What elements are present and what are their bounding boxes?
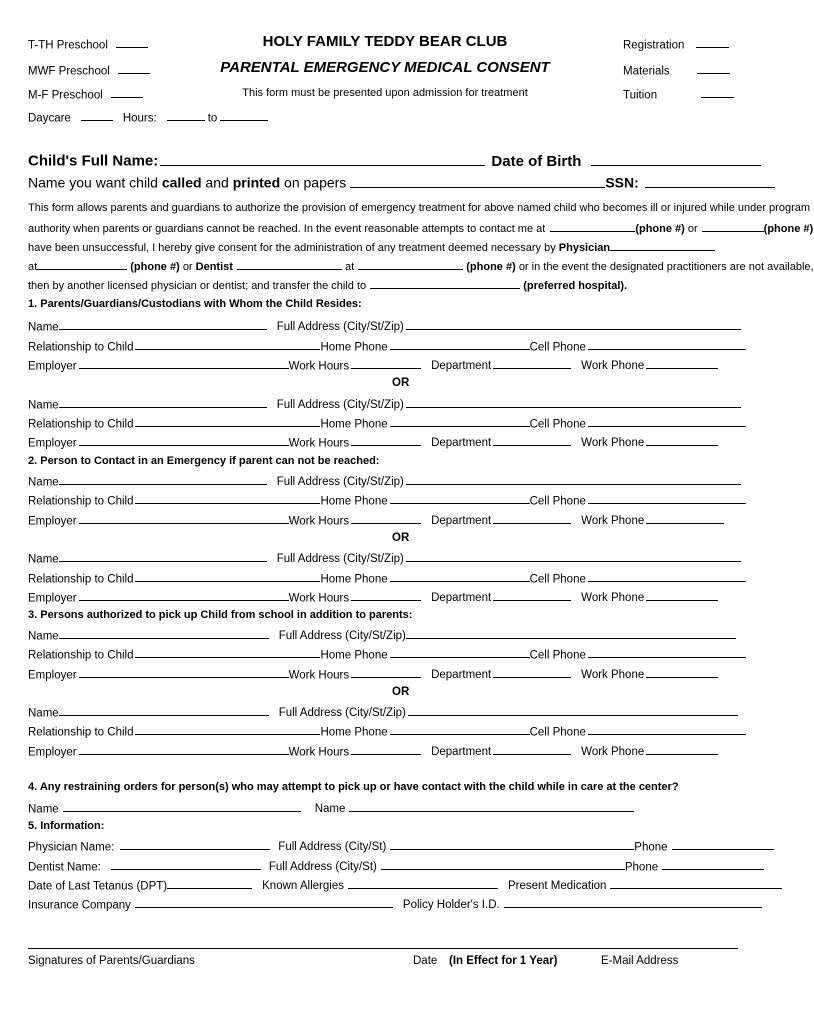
s2a-cell-phone-blank[interactable] [588, 493, 746, 504]
child-name-row: Child's Full Name: Date of Birth [28, 151, 761, 170]
medication-blank[interactable] [610, 878, 782, 889]
medical-info-row: Date of Last Tetanus (DPT) Known Allergies Present Medication [28, 878, 782, 892]
physician-blank[interactable] [610, 240, 715, 251]
email-label: E-Mail Address [601, 955, 679, 967]
effect-label: (In Effect for 1 Year) [449, 955, 558, 967]
contact-phone-1-blank[interactable] [550, 221, 635, 232]
s2a-department-blank[interactable] [493, 513, 571, 524]
s2b-relationship-row: Relationship to Child Home Phone Cell Phone [28, 571, 746, 585]
s1b-department-blank[interactable] [493, 435, 571, 446]
materials-blank[interactable] [697, 63, 730, 74]
s4-name-1-blank[interactable] [63, 801, 301, 812]
s4-name-2-blank[interactable] [349, 801, 634, 812]
s1a-department-blank[interactable] [493, 358, 571, 369]
hours-to-blank[interactable] [220, 110, 268, 121]
or-divider-3: OR [392, 686, 410, 698]
s2a-employer-blank[interactable] [79, 513, 289, 524]
s2a-work-phone-blank[interactable] [646, 513, 724, 524]
s1b-employer-blank[interactable] [79, 435, 289, 446]
contact-phone-2-blank[interactable] [702, 221, 764, 232]
s3b-employer-row: Employer Work Hours Department Work Phone [28, 744, 718, 758]
consent-line-3: have been unsuccessful, I hereby give consent for the administration of any treatment deemed necessary by Physician [28, 240, 715, 254]
signature-line[interactable] [28, 948, 738, 949]
mwf-preschool-field: MWF Preschool [28, 63, 150, 77]
s1a-work-hours-blank[interactable] [351, 358, 421, 369]
policy-id-blank[interactable] [504, 897, 762, 908]
dentist-phone-blank[interactable] [358, 259, 463, 270]
s2a-name-blank[interactable] [59, 474, 267, 485]
s3b-name-blank[interactable] [59, 705, 269, 716]
tuition-field: Tuition [623, 87, 734, 101]
mf-preschool-field: M-F Preschool [28, 87, 143, 101]
materials-field: Materials [623, 63, 730, 77]
s2b-employer-blank[interactable] [79, 590, 289, 601]
registration-field: Registration [623, 37, 729, 51]
hospital-blank[interactable] [370, 278, 520, 289]
s1b-address-blank[interactable] [406, 397, 741, 408]
s3a-name-blank[interactable] [59, 628, 269, 639]
physician-phone-blank[interactable] [37, 259, 127, 270]
s1a-name-blank[interactable] [59, 319, 267, 330]
s3b-home-phone-blank[interactable] [390, 724, 530, 735]
s1a-name-row: Name Full Address (City/St/Zip) [28, 319, 741, 333]
s1a-employer-row: Employer Work Hours Department Work Phone [28, 358, 718, 372]
s1b-work-hours-blank[interactable] [351, 435, 421, 446]
daycare-field: Daycare Hours: to [28, 110, 268, 124]
allergies-blank[interactable] [348, 878, 498, 889]
child-name-blank[interactable] [160, 151, 485, 166]
dob-blank[interactable] [591, 151, 761, 166]
s1b-relationship-row: Relationship to Child Home Phone Cell Phone [28, 416, 746, 430]
s2a-relationship-blank[interactable] [135, 493, 320, 504]
s3a-work-hours-blank[interactable] [351, 667, 421, 678]
s2a-address-blank[interactable] [406, 474, 741, 485]
s3b-work-phone-blank[interactable] [646, 744, 718, 755]
s2a-home-phone-blank[interactable] [390, 493, 530, 504]
s3a-home-phone-blank[interactable] [390, 647, 530, 658]
section-2-heading: 2. Person to Contact in an Emergency if parent can not be reached: [28, 455, 380, 467]
section-1-heading: 1. Parents/Guardians/Custodians with Whom the Child Resides: [28, 298, 362, 310]
or-divider-2: OR [392, 532, 410, 544]
s1b-employer-row: Employer Work Hours Department Work Phone [28, 435, 718, 449]
s2b-work-phone-blank[interactable] [646, 590, 718, 601]
s1b-work-phone-blank[interactable] [646, 435, 718, 446]
physician-phone-blank[interactable] [672, 839, 774, 850]
s1a-cell-phone-blank[interactable] [588, 339, 746, 350]
s1a-address-blank[interactable] [406, 319, 741, 330]
tth-preschool-field: T-TH Preschool [28, 37, 148, 51]
s3b-work-hours-blank[interactable] [351, 744, 421, 755]
consent-line-5: then by another licensed physician or dentist; and transfer the child to (preferred hospital). [28, 279, 628, 292]
s1b-relationship-blank[interactable] [135, 416, 320, 427]
dentist-blank[interactable] [237, 259, 342, 270]
s3a-address-blank[interactable] [406, 628, 736, 639]
s2b-department-blank[interactable] [493, 590, 571, 601]
registration-blank[interactable] [696, 37, 729, 48]
physician-address-blank[interactable] [390, 839, 634, 850]
section-3-heading: 3. Persons authorized to pick up Child from school in addition to parents: [28, 609, 413, 621]
s3a-employer-blank[interactable] [79, 667, 289, 678]
s3b-department-blank[interactable] [493, 744, 571, 755]
dentist-phone-blank[interactable] [662, 859, 764, 870]
tuition-blank[interactable] [701, 87, 734, 98]
s2b-address-blank[interactable] [406, 551, 741, 562]
s3a-department-blank[interactable] [493, 667, 571, 678]
section-5-heading: 5. Information: [28, 820, 105, 832]
s1a-relationship-blank[interactable] [135, 339, 320, 350]
or-divider-1: OR [392, 377, 410, 389]
s3b-employer-blank[interactable] [79, 744, 289, 755]
s3b-address-blank[interactable] [408, 705, 738, 716]
s2b-employer-row: Employer Work Hours Department Work Phone [28, 590, 718, 604]
dentist-info-row: Dentist Name: Full Address (City/St) Phone [28, 859, 764, 873]
s1a-relationship-row: Relationship to Child Home Phone Cell Phone [28, 339, 746, 353]
signatures-label: Signatures of Parents/Guardians [28, 955, 195, 967]
date-label: Date [413, 955, 438, 967]
s2b-relationship-blank[interactable] [135, 571, 320, 582]
physician-info-row: Physician Name: Full Address (City/St) Phone [28, 839, 774, 853]
s1b-name-blank[interactable] [59, 397, 267, 408]
s3b-name-row: Name Full Address (City/St/Zip) [28, 705, 738, 719]
s3b-cell-phone-blank[interactable] [588, 724, 746, 735]
s1b-name-row: Name Full Address (City/St/Zip) [28, 397, 741, 411]
dentist-name-blank[interactable] [111, 859, 261, 870]
section-4-heading: 4. Any restraining orders for person(s) who may attempt to pick up or have contact with the child while in care at the center? [28, 781, 679, 793]
daycare-blank[interactable] [81, 110, 113, 121]
consent-line-1: This form allows parents and guardians to authorize the provision of emergency treatment for above named child who becomes ill or injured while under program [28, 202, 811, 214]
s2a-relationship-row: Relationship to Child Home Phone Cell Phone [28, 493, 746, 507]
hours-from-blank[interactable] [167, 110, 205, 121]
consent-line-2: authority when parents or guardians cannot be reached. In the event reasonable attempts to contact me at (phone #) or (phone #) [28, 222, 814, 235]
admission-note: This form must be presented upon admission for treatment [242, 87, 528, 99]
s3a-relationship-row: Relationship to Child Home Phone Cell Phone [28, 647, 746, 661]
s2a-name-row: Name Full Address (City/St/Zip) [28, 474, 741, 488]
s2b-home-phone-blank[interactable] [390, 571, 530, 582]
ssn-blank[interactable] [645, 174, 775, 188]
s2b-name-row: Name Full Address (City/St/Zip) [28, 551, 741, 565]
s1a-work-phone-blank[interactable] [646, 358, 718, 369]
form-subtitle: PARENTAL EMERGENCY MEDICAL CONSENT [220, 59, 550, 76]
page-title: HOLY FAMILY TEDDY BEAR CLUB [262, 33, 508, 50]
s1b-home-phone-blank[interactable] [390, 416, 530, 427]
s3a-cell-phone-blank[interactable] [588, 647, 746, 658]
physician-name-blank[interactable] [120, 839, 270, 850]
s2b-work-hours-blank[interactable] [351, 590, 421, 601]
s2a-employer-row: Employer Work Hours Department Work Phone [28, 513, 724, 527]
s3b-relationship-row: Relationship to Child Home Phone Cell Phone [28, 724, 746, 738]
s2b-name-blank[interactable] [59, 551, 267, 562]
s1b-cell-phone-blank[interactable] [588, 416, 746, 427]
s3a-work-phone-blank[interactable] [646, 667, 718, 678]
s3b-relationship-blank[interactable] [135, 724, 320, 735]
s1a-employer-blank[interactable] [79, 358, 289, 369]
s1a-home-phone-blank[interactable] [390, 339, 530, 350]
consent-line-4: at (phone #) or Dentist at (phone #) or in the event the designated practitioners are not available, [28, 260, 814, 273]
insurance-company-blank[interactable] [135, 897, 393, 908]
dentist-address-blank[interactable] [381, 859, 625, 870]
s2a-work-hours-blank[interactable] [351, 513, 421, 524]
s3a-employer-row: Employer Work Hours Department Work Phone [28, 667, 718, 681]
s2b-cell-phone-blank[interactable] [588, 571, 746, 582]
child-called-row: Name you want child called and printed on papers SSN: [28, 174, 775, 191]
called-name-blank[interactable] [350, 174, 605, 188]
s3a-name-row: Name Full Address (City/St/Zip) [28, 628, 736, 642]
s3a-relationship-blank[interactable] [135, 647, 320, 658]
tetanus-date-blank[interactable] [167, 878, 252, 889]
s4-name-row: Name Name [28, 801, 634, 815]
insurance-row: Insurance Company Policy Holder's I.D. [28, 897, 762, 911]
